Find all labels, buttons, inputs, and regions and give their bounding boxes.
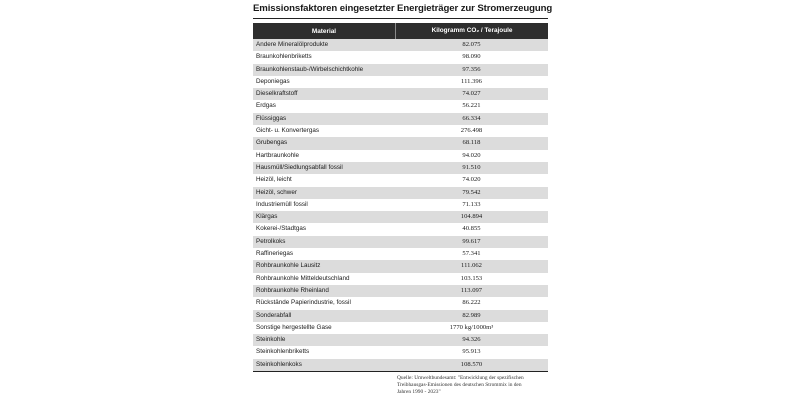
cell-value: 68.118 xyxy=(462,139,481,147)
cell-material: Rohbraunkohle Lausitz xyxy=(256,262,321,270)
cell-value: 74.027 xyxy=(462,90,481,98)
table-row xyxy=(253,236,548,248)
table-row xyxy=(253,199,548,211)
cell-material: Deponiegas xyxy=(256,77,290,85)
cell-material: Rückstände Papierindustrie, fossil xyxy=(256,299,351,307)
document xyxy=(253,3,553,372)
cell-material: Hartbraunkohle xyxy=(256,151,300,159)
document-title: Emissionsfaktoren eingesetzter Energieträger zur Stromerzeugung xyxy=(253,3,553,14)
table-body xyxy=(253,39,548,371)
cell-value: 97.356 xyxy=(462,65,481,73)
cell-material: Erdgas xyxy=(256,102,276,110)
cell-material: Grubengas xyxy=(256,139,288,147)
table-row xyxy=(253,248,548,260)
cell-material: Braunkohlenstaub-/Wirbelschichtkohle xyxy=(256,65,364,73)
cell-material: Heizöl, schwer xyxy=(256,188,297,196)
cell-material: Kokerei-/Stadtgas xyxy=(256,225,307,233)
cell-value: 108.570 xyxy=(460,360,483,368)
title-rule xyxy=(253,18,548,19)
table-row xyxy=(253,223,548,235)
table-header xyxy=(253,23,548,39)
cell-value: 91.510 xyxy=(462,163,481,171)
cell-value: 57.341 xyxy=(462,250,481,258)
table-row xyxy=(253,150,548,162)
cell-value: 104.894 xyxy=(460,213,483,221)
cell-value: 98.090 xyxy=(462,53,481,61)
table-row xyxy=(253,211,548,223)
table-row xyxy=(253,285,548,297)
cell-value: 113.097 xyxy=(460,286,483,294)
cell-material: Sonstige hergestellte Gase xyxy=(256,323,332,331)
table-row xyxy=(253,125,548,137)
cell-material: Rohbraunkohle Mitteldeutschland xyxy=(256,274,350,282)
table-row xyxy=(253,100,548,112)
cell-value: 74.020 xyxy=(462,176,481,184)
table-row xyxy=(253,64,548,76)
source-note xyxy=(397,375,549,396)
cell-material: Steinkohlenkoks xyxy=(256,360,302,368)
table-row xyxy=(253,260,548,272)
header-value: Kilogramm CO₂ / Terajoule xyxy=(395,23,548,39)
cell-material: Petrolkoks xyxy=(256,237,286,245)
cell-material: Andere Mineralölprodukte xyxy=(256,41,329,48)
cell-value: 111.396 xyxy=(461,77,482,85)
cell-value: 99.617 xyxy=(462,237,481,245)
cell-value: 111.062 xyxy=(461,262,482,270)
cell-value: 95.913 xyxy=(462,348,481,356)
table-row xyxy=(253,162,548,174)
source-line-2: Treibhausgas-Emissionen des deutschen Strommix in den xyxy=(397,382,522,388)
table-row xyxy=(253,297,548,309)
header-material: Material xyxy=(311,27,337,35)
table-row xyxy=(253,174,548,186)
table-row xyxy=(253,137,548,149)
cell-material: Dieselkraftstoff xyxy=(256,90,298,98)
cell-value: 86.222 xyxy=(462,299,481,307)
cell-value: 82.989 xyxy=(462,311,481,319)
cell-value: 79.542 xyxy=(462,188,481,196)
table-row xyxy=(253,88,548,100)
table-row xyxy=(253,346,548,358)
table-row xyxy=(253,334,548,346)
cell-material: Sonderabfall xyxy=(256,311,292,319)
cell-value: 56.221 xyxy=(462,102,481,110)
cell-value: 103.153 xyxy=(460,274,483,282)
cell-value: 82.075 xyxy=(462,41,481,48)
table-row xyxy=(253,113,548,125)
cell-material: Braunkohlenbriketts xyxy=(256,53,312,61)
cell-material: Flüssiggas xyxy=(256,114,287,122)
cell-value: 276.498 xyxy=(460,127,483,135)
table-bottom-rule xyxy=(253,371,548,372)
cell-material: Industriemüll fossil xyxy=(256,200,308,208)
table-row xyxy=(253,359,548,371)
table-row xyxy=(253,76,548,88)
table-row xyxy=(253,273,548,285)
cell-material: Hausmüll/Siedlungsabfall fossil xyxy=(256,163,343,171)
table-row xyxy=(253,310,548,322)
cell-material: Steinkohlenbriketts xyxy=(256,348,310,356)
cell-material: Gicht- u. Konvertergas xyxy=(256,127,319,135)
cell-value: 1770 kg/1000m³ xyxy=(449,323,494,331)
table-row xyxy=(253,187,548,199)
cell-material: Raffineriegas xyxy=(256,250,293,258)
cell-material: Heizöl, leicht xyxy=(256,176,292,184)
cell-material: Klärgas xyxy=(256,213,278,221)
source-line-3: Jahren 1990 - 2023" xyxy=(397,389,441,395)
cell-material: Rohbraunkohle Rheinland xyxy=(256,286,329,294)
cell-material: Steinkohle xyxy=(256,336,286,344)
source-line-1: Quelle: Umweltbundesamt: "Entwicklung der spezifischen xyxy=(397,375,524,381)
cell-value: 66.334 xyxy=(462,114,481,122)
table-row xyxy=(253,39,548,51)
cell-value: 40.855 xyxy=(462,225,481,233)
cell-value: 94.020 xyxy=(462,151,481,159)
cell-value: 71.133 xyxy=(462,200,481,208)
table-row xyxy=(253,51,548,63)
table-row xyxy=(253,322,548,334)
cell-value: 94.326 xyxy=(462,336,481,344)
